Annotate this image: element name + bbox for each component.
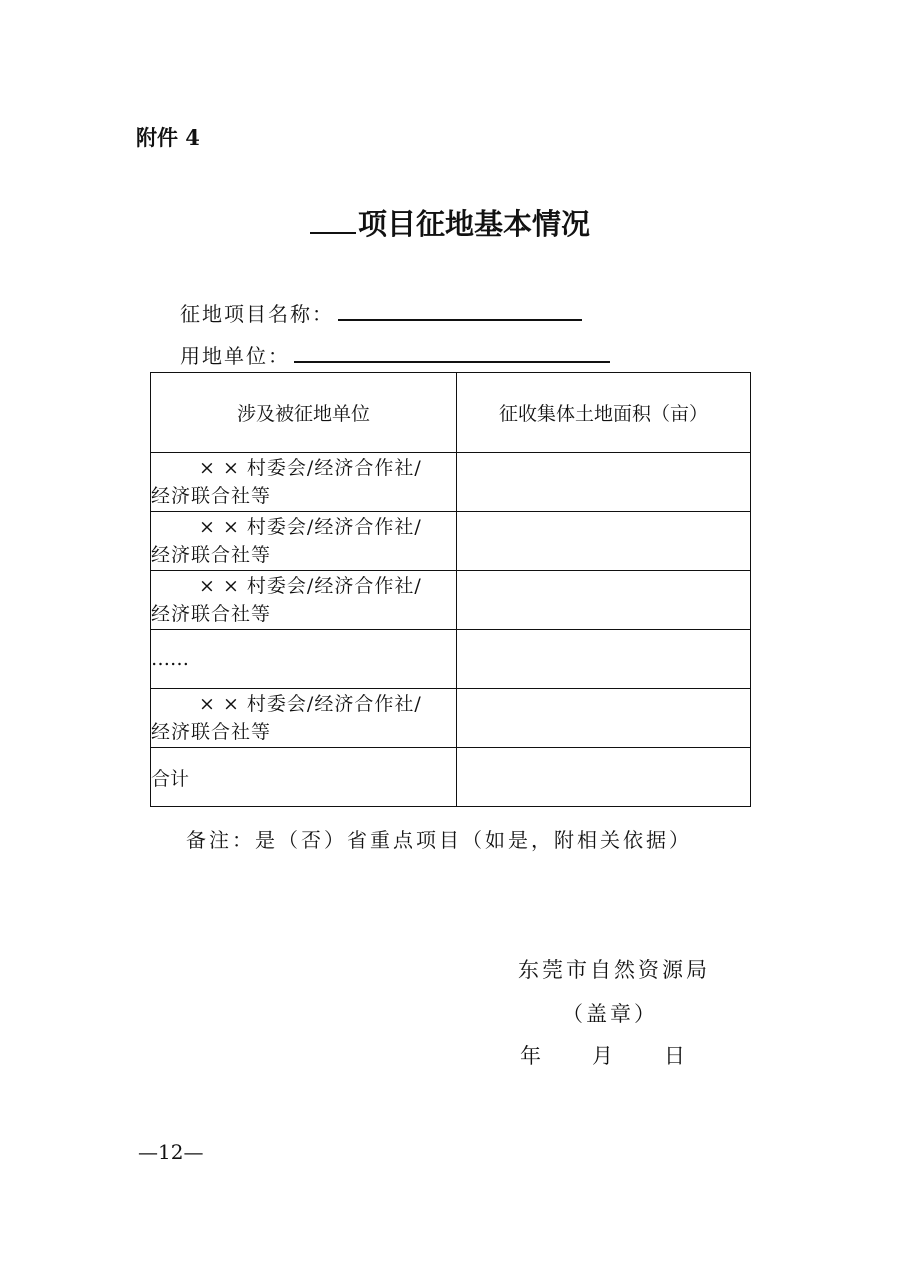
unit-line-1: × × 村委会/经济合作社/: [199, 516, 422, 538]
land-acquisition-table: [150, 372, 751, 807]
table-row: [151, 512, 751, 571]
header-area: 征收集体土地面积（亩）: [457, 373, 751, 453]
page-number: —12—: [138, 1140, 204, 1164]
area-cell: [457, 453, 751, 512]
table-row: [151, 571, 751, 630]
date-month: 月: [592, 1044, 613, 1068]
attachment-label: 附件 4: [136, 125, 200, 150]
table-row: [151, 630, 751, 689]
area-cell: [457, 630, 751, 689]
ellipsis-cell: ……: [151, 630, 457, 689]
unit-line-2: 经济联合社等: [151, 603, 272, 625]
unit-line-1: × × 村委会/经济合作社/: [199, 575, 422, 597]
table-row: [151, 689, 751, 748]
area-cell: [457, 571, 751, 630]
unit-line-1: × × 村委会/经济合作社/: [199, 457, 422, 479]
project-name-blank: [338, 301, 582, 321]
unit-line-1: × × 村委会/经济合作社/: [199, 693, 422, 715]
area-cell: [457, 512, 751, 571]
unit-cell: [151, 689, 457, 748]
unit-cell: [151, 512, 457, 571]
total-row: [151, 748, 751, 807]
document-title: [0, 202, 900, 243]
issuing-organization: 东莞市自然资源局: [518, 958, 710, 982]
land-user-field: [180, 340, 610, 369]
seal-label: （盖章）: [562, 1002, 658, 1026]
date-year: 年: [520, 1044, 541, 1068]
title-blank-line: [310, 206, 356, 234]
unit-cell: [151, 571, 457, 630]
total-label: 合计: [151, 748, 457, 807]
unit-line-2: 经济联合社等: [151, 544, 272, 566]
date-line: [520, 1040, 685, 1070]
table-header-row: [151, 373, 751, 453]
title-text: 项目征地基本情况: [357, 207, 590, 241]
unit-line-2: 经济联合社等: [151, 721, 272, 743]
unit-line-2: 经济联合社等: [151, 485, 272, 507]
date-day: 日: [664, 1044, 685, 1068]
total-area-cell: [457, 748, 751, 807]
project-name-field: [180, 298, 582, 327]
header-unit: 涉及被征地单位: [151, 373, 457, 453]
remark-note: 备注：是（否）省重点项目（如是，附相关依据）: [186, 828, 692, 852]
project-name-label: 征地项目名称：: [180, 302, 334, 326]
table-row: [151, 453, 751, 512]
land-user-label: 用地单位：: [180, 344, 290, 368]
land-user-blank: [294, 343, 610, 363]
area-cell: [457, 689, 751, 748]
unit-cell: [151, 453, 457, 512]
